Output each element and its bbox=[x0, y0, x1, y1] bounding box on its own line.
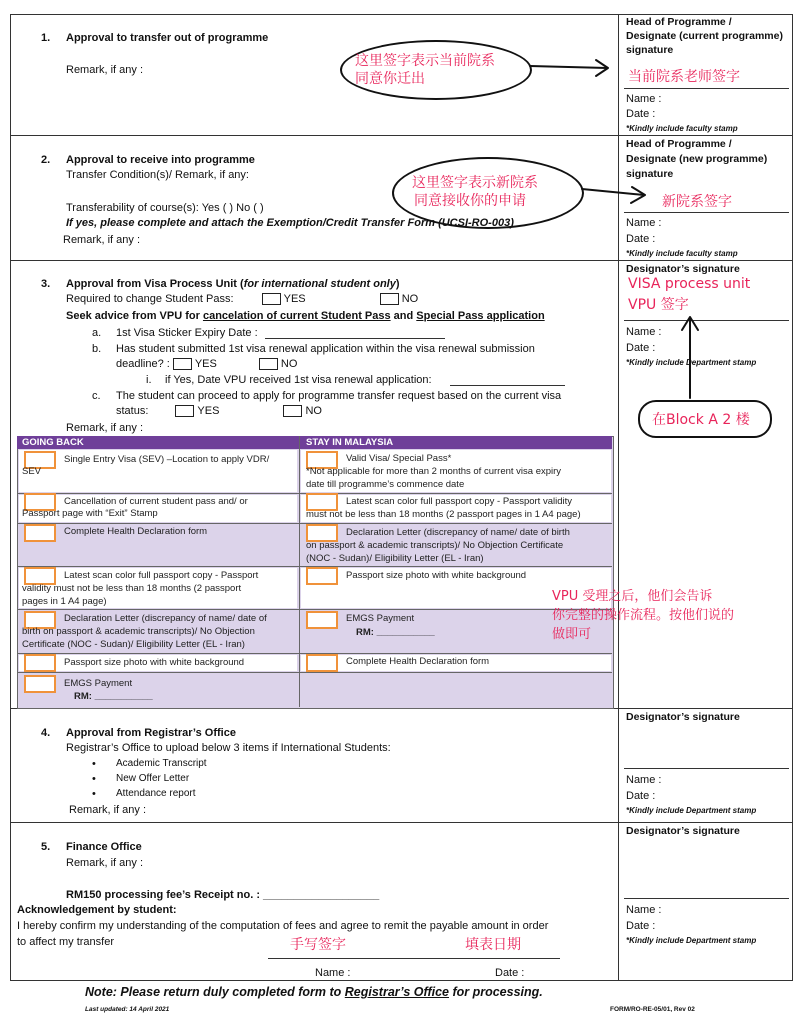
s2-date-label: Date : bbox=[626, 233, 656, 245]
s3-sign-title: Designator’s signature bbox=[626, 263, 740, 275]
declaration-letter-right-text-3: (NOC - Sudan)/ Eligibility Letter (EL - Iran) bbox=[306, 553, 484, 564]
s5-stamp-note: *Kindly include Department stamp bbox=[626, 936, 757, 945]
passport-copy-right-text: Latest scan color full passport copy - Passport validity bbox=[346, 496, 572, 507]
section-5-number: 5. bbox=[41, 841, 51, 853]
s3-stamp-note: *Kindly include Department stamp bbox=[626, 358, 757, 367]
annotation-bubble-2-text-2: 同意接收你的申请 bbox=[414, 193, 526, 209]
annotation-vpu-note-3: 做即可 bbox=[552, 627, 592, 642]
s1-sign-title-2: Designate (current programme) bbox=[626, 30, 783, 42]
cancel-pass-text: Cancellation of current student pass and/ or bbox=[64, 496, 248, 507]
receipt-number-field[interactable]: RM150 processing fee’s Receipt no. : ___________________ bbox=[66, 889, 380, 901]
new-offer-letter-item: New Offer Letter bbox=[116, 773, 190, 784]
annotation-bubble-1-text-2: 同意你迁出 bbox=[355, 71, 425, 87]
item-bi-label: i. bbox=[146, 374, 152, 386]
annotation-bubble-1-text: 这里签字表示当前院系 bbox=[355, 53, 495, 69]
item-c-label: c. bbox=[92, 390, 101, 402]
section-4-title: Approval from Registrar’s Office bbox=[66, 727, 236, 739]
student-date-label: Date : bbox=[495, 967, 525, 979]
sev-text-2: SEV bbox=[22, 466, 42, 477]
s5-name-label: Name : bbox=[626, 904, 662, 916]
section-1-title: Approval to transfer out of programme bbox=[66, 32, 269, 44]
annotation-sign-new: 新院系签字 bbox=[662, 194, 732, 210]
s1-stamp-note: *Kindly include faculty stamp bbox=[626, 124, 738, 133]
section-2-number: 2. bbox=[41, 154, 51, 166]
item-bullet-3: • bbox=[92, 788, 96, 800]
attendance-report-item: Attendance report bbox=[116, 788, 196, 799]
visa-expiry-label: 1st Visa Sticker Expiry Date : bbox=[116, 327, 258, 339]
valid-visa-note: *Not applicable for more than 2 months of current visa expiry bbox=[306, 466, 562, 477]
s1-date-label: Date : bbox=[626, 108, 656, 120]
declaration-letter-right-text-2: on passport & academic transcripts)/ No Objection Certificate bbox=[306, 540, 564, 551]
annotation-block-location: 在Block A 2 楼 bbox=[652, 412, 750, 428]
s4-name-label: Name : bbox=[626, 774, 662, 786]
s4-date-label: Date : bbox=[626, 790, 656, 802]
section-4-number: 4. bbox=[41, 727, 51, 739]
seek-advice: Seek advice from VPU for cancelation of current Student Pass and Special Pass application bbox=[66, 310, 545, 322]
photo-left-text: Passport size photo with white background bbox=[64, 657, 245, 668]
emgs-right-rm: RM: ___________ bbox=[356, 627, 435, 638]
s2-name-label: Name : bbox=[626, 217, 662, 229]
ack-title: Acknowledgement by student: bbox=[17, 904, 177, 916]
vpu-received-label: if Yes, Date VPU received 1st visa renewal application: bbox=[165, 374, 432, 386]
annotation-sign-current: 当前院系老师签字 bbox=[628, 69, 740, 85]
photo-right-text: Passport size photo with white background bbox=[346, 570, 527, 581]
s2-stamp-note: *Kindly include faculty stamp bbox=[626, 249, 738, 258]
item-bullet-2: • bbox=[92, 773, 96, 785]
academic-transcript-item: Academic Transcript bbox=[116, 758, 207, 769]
s1-sign-title: Head of Programme / bbox=[626, 16, 732, 28]
footer-note: Note: Please return duly completed form to Registrar’s Office for processing. bbox=[85, 985, 543, 999]
student-name-label: Name : bbox=[315, 967, 351, 979]
arrow-2-icon bbox=[582, 189, 644, 195]
section-2-title: Approval to receive into programme bbox=[66, 154, 255, 166]
form-code: FORM/RO-RE-05/01, Rev 02 bbox=[610, 1006, 695, 1013]
annotation-visa-unit: VISA process unit bbox=[628, 276, 751, 292]
passport-copy-left-text: Latest scan color full passport copy - Passport bbox=[64, 570, 259, 581]
s5-sign-title: Designator’s signature bbox=[626, 825, 740, 837]
s4-stamp-note: *Kindly include Department stamp bbox=[626, 806, 757, 815]
s3-name-label: Name : bbox=[626, 326, 662, 338]
annotation-handwritten-signature: 手写签字 bbox=[290, 937, 346, 953]
s5-date-label: Date : bbox=[626, 920, 656, 932]
sev-text: Single Entry Visa (SEV) –Location to apply VDR/ bbox=[64, 454, 270, 465]
section-3-remark: Remark, if any : bbox=[66, 422, 144, 434]
change-student-pass-row: Required to change Student Pass: YES NO bbox=[66, 293, 419, 305]
section-4-desc: Registrar’s Office to upload below 3 items if International Students: bbox=[66, 742, 391, 754]
ack-text-2: to affect my transfer bbox=[17, 936, 115, 948]
annotation-vpu-note-2: 你完整的操作流程。按他们说的 bbox=[552, 608, 735, 623]
section-3-title: Approval from Visa Process Unit (for international student only) bbox=[66, 278, 400, 290]
status-row: status: YES NO bbox=[116, 405, 322, 417]
transferability-label: Transferability of course(s): Yes ( ) No ( ) bbox=[66, 202, 264, 214]
proceed-question: The student can proceed to apply for programme transfer request based on the current visa bbox=[116, 390, 562, 402]
passport-copy-right-text-2: must not be less than 18 months (2 passport pages in 1 A4 page) bbox=[306, 509, 581, 520]
passport-copy-left-text-2: validity must not be less than 18 months (2 passport bbox=[22, 583, 242, 594]
going-back-header: GOING BACK bbox=[22, 437, 84, 448]
section-1-number: 1. bbox=[41, 32, 51, 44]
ack-text: I hereby confirm my understanding of the computation of fees and agree to remit the payable amount in order bbox=[17, 920, 549, 932]
annotation-vpu-sign: VPU 签字 bbox=[628, 297, 689, 313]
declaration-letter-right-text: Declaration Letter (discrepancy of name/ date of birth bbox=[346, 527, 570, 538]
stay-in-malaysia-header: STAY IN MALAYSIA bbox=[306, 437, 394, 448]
section-2-remark: Remark, if any : bbox=[63, 234, 141, 246]
visa-renewal-question: Has student submitted 1st visa renewal application within the visa renewal submission bbox=[116, 343, 535, 355]
item-b-label: b. bbox=[92, 343, 102, 355]
annotation-vpu-note: VPU 受理之后，他们会告诉 bbox=[552, 589, 713, 604]
declaration-letter-left-text: Declaration Letter (discrepancy of name/ date of bbox=[64, 613, 267, 624]
s2-sign-title-2: Designate (new programme) bbox=[626, 153, 768, 165]
health-declaration-right-text: Complete Health Declaration form bbox=[346, 656, 490, 667]
section-1-remark: Remark, if any : bbox=[66, 64, 144, 76]
if-yes-note: If yes, please complete and attach the Exemption/Credit Transfer Form (UCSI-RO-003) bbox=[66, 217, 514, 229]
section-4-remark: Remark, if any : bbox=[69, 804, 147, 816]
health-declaration-left-text: Complete Health Declaration form bbox=[64, 526, 208, 537]
s4-sign-title: Designator’s signature bbox=[626, 711, 740, 723]
emgs-left-text: EMGS Payment bbox=[64, 678, 133, 689]
transfer-condition-label: Transfer Condition(s)/ Remark, if any: bbox=[66, 169, 249, 181]
deadline-row: deadline? : YES NO bbox=[116, 358, 298, 370]
arrow-1-icon bbox=[530, 66, 607, 68]
s2-sign-title: Head of Programme / bbox=[626, 138, 732, 150]
declaration-letter-left-text-2: birth on passport & academic transcripts)/ No Objection bbox=[22, 626, 255, 637]
emgs-right-text: EMGS Payment bbox=[346, 613, 415, 624]
emgs-left-rm: RM: ___________ bbox=[74, 691, 153, 702]
s3-date-label: Date : bbox=[626, 342, 656, 354]
valid-visa-note-2: date till programme’s commence date bbox=[306, 479, 465, 490]
s1-name-label: Name : bbox=[626, 93, 662, 105]
annotation-fill-date: 填表日期 bbox=[465, 937, 521, 953]
section-3-number: 3. bbox=[41, 278, 51, 290]
item-bullet-1: • bbox=[92, 758, 96, 770]
valid-visa-text: Valid Visa/ Special Pass* bbox=[346, 453, 452, 464]
section-5-remark: Remark, if any : bbox=[66, 857, 144, 869]
s2-sign-title-3: signature bbox=[626, 168, 674, 180]
item-a-label: a. bbox=[92, 327, 102, 339]
s1-sign-title-3: signature bbox=[626, 44, 674, 56]
passport-copy-left-text-3: pages in 1 A4 page) bbox=[22, 596, 107, 607]
last-updated: Last updated: 14 April 2021 bbox=[85, 1006, 170, 1013]
cancel-pass-text-2: Passport page with “Exit” Stamp bbox=[22, 508, 158, 519]
declaration-letter-left-text-3: Certificate (NOC - Sudan)/ Eligibility Letter (EL - Iran) bbox=[22, 639, 245, 650]
section-5-title: Finance Office bbox=[66, 841, 142, 853]
annotation-bubble-2-text: 这里签字表示新院系 bbox=[412, 175, 538, 191]
